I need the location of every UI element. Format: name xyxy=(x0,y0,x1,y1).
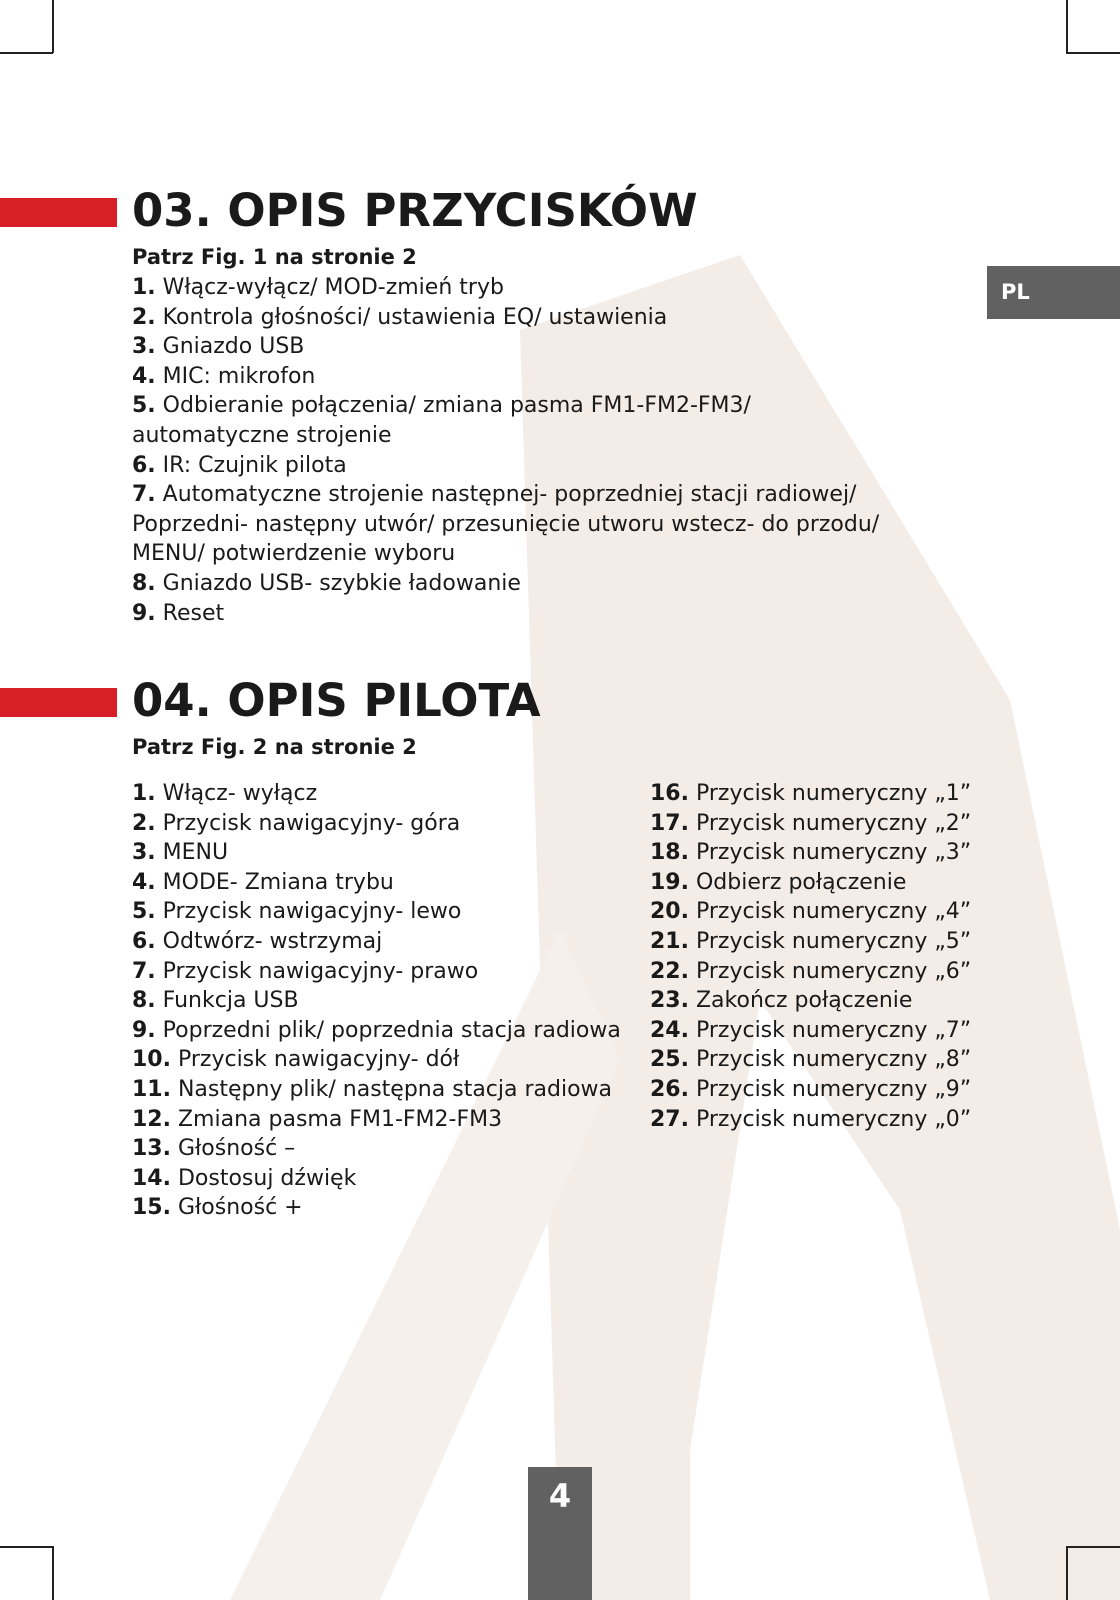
list-item xyxy=(650,868,971,898)
crop-mark-top-left-h xyxy=(0,52,53,54)
item-text: Zakończ połączenie xyxy=(688,988,913,1014)
list-item xyxy=(132,510,879,540)
item-text: Przycisk numeryczny „6” xyxy=(688,958,972,984)
item-number: 5. xyxy=(132,393,156,419)
item-number: 8. xyxy=(132,988,156,1014)
item-number: 4. xyxy=(132,363,156,389)
item-text: Głośność + xyxy=(170,1195,303,1221)
item-text: automatyczne strojenie xyxy=(132,422,392,448)
list-item xyxy=(132,838,621,868)
item-text: Włącz-wyłącz/ MOD-zmień tryb xyxy=(155,275,504,300)
list-item xyxy=(650,927,971,957)
list-item xyxy=(650,838,971,868)
section-3-button-list xyxy=(132,273,879,628)
item-number: 15. xyxy=(132,1195,171,1221)
item-text: MENU/ potwierdzenie wyboru xyxy=(132,541,456,567)
item-text: MIC: mikrofon xyxy=(155,363,316,389)
item-number: 4. xyxy=(132,869,156,895)
list-item xyxy=(650,897,971,927)
list-item xyxy=(132,868,621,898)
section-3-title: 03. OPIS PRZYCISKÓW xyxy=(132,184,698,237)
item-text: Przycisk nawigacyjny- lewo xyxy=(155,899,462,925)
section-4-subtitle: Patrz Fig. 2 na stronie 2 xyxy=(132,735,417,759)
list-item xyxy=(132,1134,621,1164)
item-text: Odbieranie połączenia/ zmiana pasma FM1-FM2-FM3/ xyxy=(155,393,751,419)
item-number: 6. xyxy=(132,928,156,954)
item-number: 9. xyxy=(132,1017,156,1043)
section-4-red-bar xyxy=(0,688,117,717)
list-item xyxy=(132,451,879,481)
crop-mark-top-right-v xyxy=(1066,0,1068,53)
item-text: Odtwórz- wstrzymaj xyxy=(155,928,383,954)
item-number: 12. xyxy=(132,1106,171,1132)
list-item xyxy=(132,332,879,362)
item-number: 19. xyxy=(650,869,689,895)
item-number: 14. xyxy=(132,1165,171,1191)
item-number: 9. xyxy=(132,600,156,626)
item-number: 27. xyxy=(650,1106,689,1132)
section-3-red-bar xyxy=(0,198,117,227)
list-item xyxy=(132,1105,621,1135)
item-number: 26. xyxy=(650,1076,689,1102)
list-item xyxy=(132,897,621,927)
list-item xyxy=(132,539,879,569)
list-item xyxy=(650,1075,971,1105)
item-number: 18. xyxy=(650,840,689,866)
item-text: Przycisk nawigacyjny- góra xyxy=(155,810,461,836)
item-text: Odbierz połączenie xyxy=(688,869,907,895)
item-number: 5. xyxy=(132,899,156,925)
item-text: IR: Czujnik pilota xyxy=(155,452,347,478)
item-number: 7. xyxy=(132,482,156,508)
item-text: Przycisk numeryczny „5” xyxy=(688,928,972,954)
section-4-remote-list-left xyxy=(132,779,621,1223)
list-item xyxy=(132,1075,621,1105)
item-number: 21. xyxy=(650,928,689,954)
item-text: Przycisk numeryczny „0” xyxy=(688,1106,972,1132)
section-3-subtitle: Patrz Fig. 1 na stronie 2 xyxy=(132,245,417,269)
section-4-title: 04. OPIS PILOTA xyxy=(132,674,541,727)
page-number: 4 xyxy=(528,1467,592,1600)
item-number: 11. xyxy=(132,1076,171,1102)
item-number: 1. xyxy=(132,781,156,806)
item-text: Poprzedni- następny utwór/ przesunięcie utworu wstecz- do przodu/ xyxy=(132,511,880,537)
list-item xyxy=(650,957,971,987)
list-item xyxy=(650,809,971,839)
item-number: 8. xyxy=(132,570,156,596)
item-text: Zmiana pasma FM1-FM2-FM3 xyxy=(170,1106,503,1132)
crop-mark-bottom-right-v xyxy=(1066,1546,1068,1600)
list-item xyxy=(132,273,879,303)
list-item xyxy=(132,480,879,510)
item-text: Przycisk numeryczny „7” xyxy=(688,1017,972,1043)
list-item xyxy=(132,391,879,421)
list-item xyxy=(132,303,879,333)
item-number: 7. xyxy=(132,958,156,984)
item-number: 1. xyxy=(132,275,156,300)
list-item xyxy=(132,569,879,599)
item-text: Głośność – xyxy=(170,1136,296,1162)
item-text: Przycisk numeryczny „1” xyxy=(688,781,972,806)
item-number: 16. xyxy=(650,781,689,806)
list-item xyxy=(132,927,621,957)
item-text: Przycisk nawigacyjny- dół xyxy=(170,1047,460,1073)
item-text: Włącz- wyłącz xyxy=(155,781,318,806)
item-text: Poprzedni plik/ poprzednia stacja radiowa xyxy=(155,1017,621,1043)
list-item xyxy=(132,362,879,392)
crop-mark-top-right-h xyxy=(1066,52,1120,54)
item-number: 17. xyxy=(650,810,689,836)
item-number: 13. xyxy=(132,1136,171,1162)
list-item xyxy=(132,1045,621,1075)
item-number: 20. xyxy=(650,899,689,925)
item-number: 24. xyxy=(650,1017,689,1043)
list-item xyxy=(132,957,621,987)
list-item xyxy=(650,779,971,809)
item-text: Gniazdo USB xyxy=(155,334,305,360)
item-text: Przycisk numeryczny „2” xyxy=(688,810,972,836)
list-item xyxy=(132,1164,621,1194)
item-text: Przycisk numeryczny „8” xyxy=(688,1047,972,1073)
list-item xyxy=(132,599,879,629)
item-text: Gniazdo USB- szybkie ładowanie xyxy=(155,570,521,596)
item-text: Przycisk numeryczny „9” xyxy=(688,1076,972,1102)
list-item xyxy=(132,809,621,839)
item-text: MENU xyxy=(155,840,229,866)
list-item xyxy=(650,1045,971,1075)
item-text: Przycisk numeryczny „3” xyxy=(688,840,972,866)
item-number: 3. xyxy=(132,334,156,360)
item-text: Funkcja USB xyxy=(155,988,299,1014)
list-item xyxy=(650,986,971,1016)
item-text: MODE- Zmiana trybu xyxy=(155,869,394,895)
item-text: Reset xyxy=(155,600,225,626)
item-number: 6. xyxy=(132,452,156,478)
item-number: 3. xyxy=(132,840,156,866)
crop-mark-bottom-right-h xyxy=(1066,1546,1120,1548)
list-item xyxy=(650,1105,971,1135)
section-4-remote-list-right xyxy=(650,779,971,1134)
item-number: 22. xyxy=(650,958,689,984)
item-number: 25. xyxy=(650,1047,689,1073)
list-item xyxy=(132,421,879,451)
item-text: Przycisk nawigacyjny- prawo xyxy=(155,958,479,984)
item-number: 10. xyxy=(132,1047,171,1073)
item-number: 23. xyxy=(650,988,689,1014)
item-text: Kontrola głośności/ ustawienia EQ/ ustawienia xyxy=(155,304,668,330)
item-text: Przycisk numeryczny „4” xyxy=(688,899,972,925)
list-item xyxy=(132,1016,621,1046)
list-item xyxy=(132,986,621,1016)
item-text: Automatyczne strojenie następnej- poprzedniej stacji radiowej/ xyxy=(155,482,857,508)
item-text: Następny plik/ następna stacja radiowa xyxy=(170,1076,613,1102)
crop-mark-bottom-left-v xyxy=(52,1546,54,1600)
list-item xyxy=(132,1193,621,1223)
language-tab: PL xyxy=(987,266,1120,319)
crop-mark-top-left-v xyxy=(52,0,54,53)
item-number: 2. xyxy=(132,810,156,836)
list-item xyxy=(650,1016,971,1046)
item-number: 2. xyxy=(132,304,156,330)
item-text: Dostosuj dźwięk xyxy=(170,1165,357,1191)
crop-mark-bottom-left-h xyxy=(0,1546,53,1548)
list-item xyxy=(132,779,621,809)
